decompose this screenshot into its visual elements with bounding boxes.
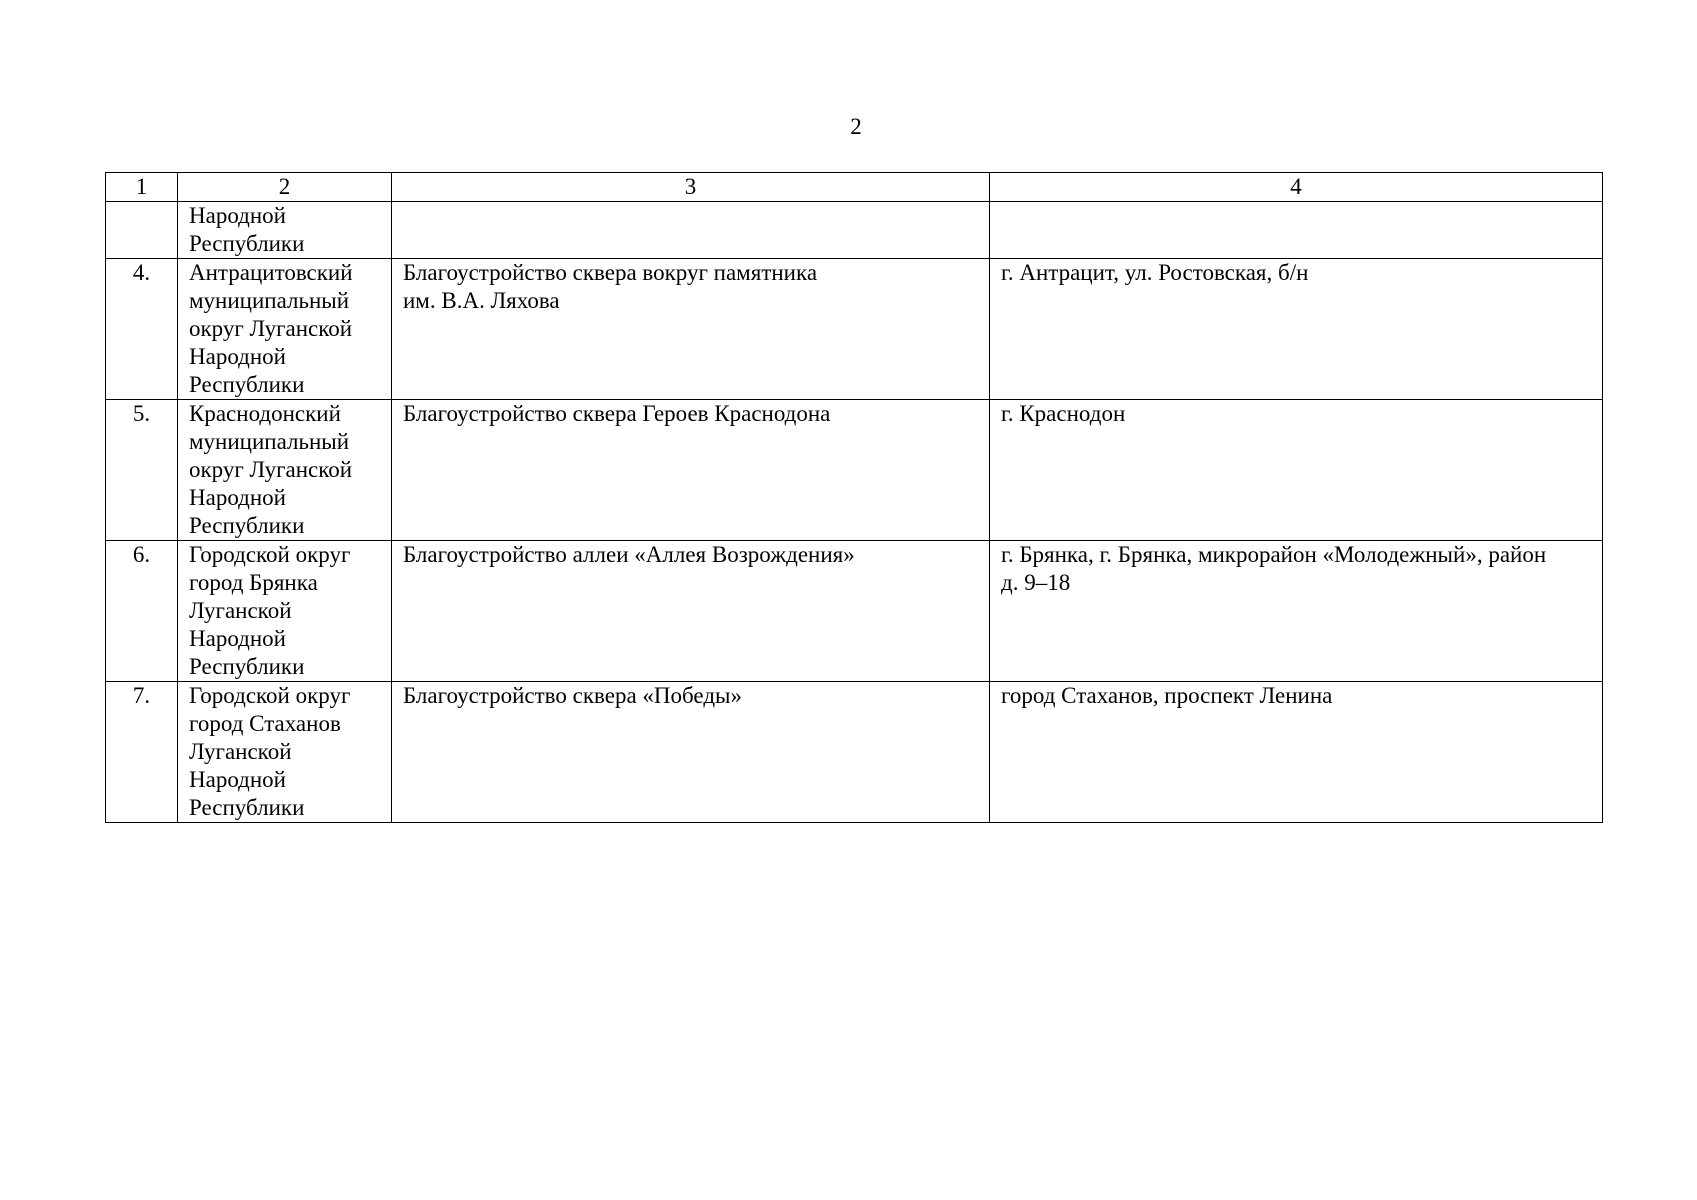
municipality-line: муниципальный bbox=[189, 429, 350, 454]
address-line: г. Антрацит, ул. Ростовская, б/н bbox=[1001, 260, 1309, 285]
row-number-cell: 5. bbox=[106, 400, 178, 541]
municipality-line: Республики bbox=[189, 372, 305, 397]
address-line: д. 9–18 bbox=[1001, 570, 1071, 595]
municipality-line: Народной bbox=[189, 203, 286, 228]
municipality-line: город Стаханов bbox=[189, 711, 341, 736]
municipality-line: Народной bbox=[189, 626, 286, 651]
municipality-line: округ Луганской bbox=[189, 316, 353, 341]
row-number-cell: 7. bbox=[106, 682, 178, 823]
address-cell bbox=[990, 682, 1603, 823]
table-row bbox=[106, 541, 1603, 682]
column-number-2: 2 bbox=[178, 173, 392, 202]
municipality-cell bbox=[178, 682, 392, 823]
address-line: город Стаханов, проспект Ленина bbox=[1001, 683, 1333, 708]
address-cell bbox=[990, 259, 1603, 400]
row-number-cell: 4. bbox=[106, 259, 178, 400]
project-cell bbox=[392, 202, 990, 259]
municipality-line: город Брянка bbox=[189, 570, 318, 595]
project-line: Благоустройство аллеи «Аллея Возрождения» bbox=[403, 542, 855, 567]
municipality-line: Народной bbox=[189, 344, 286, 369]
municipality-line: округ Луганской bbox=[189, 457, 353, 482]
municipality-line: Народной bbox=[189, 485, 286, 510]
column-number-3: 3 bbox=[392, 173, 990, 202]
table-row-continuation bbox=[106, 202, 1603, 259]
project-line: Благоустройство сквера вокруг памятника bbox=[403, 260, 818, 285]
municipality-line: Республики bbox=[189, 231, 305, 256]
municipality-line: Народной bbox=[189, 767, 286, 792]
objects-table bbox=[105, 172, 1603, 823]
municipality-line: Краснодонский bbox=[189, 401, 341, 426]
project-line: им. В.А. Ляхова bbox=[403, 288, 560, 313]
table-row bbox=[106, 259, 1603, 400]
column-number-1: 1 bbox=[106, 173, 178, 202]
address-line: г. Брянка, г. Брянка, микрорайон «Молодежный», район bbox=[1001, 542, 1547, 567]
municipality-cell bbox=[178, 400, 392, 541]
table-row bbox=[106, 682, 1603, 823]
municipality-line: Луганской bbox=[189, 598, 292, 623]
project-line: Благоустройство сквера «Победы» bbox=[403, 683, 742, 708]
project-cell bbox=[392, 259, 990, 400]
municipality-line: Городской округ bbox=[189, 542, 351, 567]
address-cell bbox=[990, 400, 1603, 541]
column-number-4: 4 bbox=[990, 173, 1603, 202]
municipality-line: Республики bbox=[189, 513, 305, 538]
municipality-line: Луганской bbox=[189, 739, 292, 764]
address-cell bbox=[990, 202, 1603, 259]
municipality-cell bbox=[178, 202, 392, 259]
municipality-cell bbox=[178, 259, 392, 400]
row-number-cell bbox=[106, 202, 178, 259]
project-line: Благоустройство сквера Героев Краснодона bbox=[403, 401, 831, 426]
address-line: г. Краснодон bbox=[1001, 401, 1126, 426]
municipality-cell bbox=[178, 541, 392, 682]
project-cell bbox=[392, 682, 990, 823]
municipality-line: Антрацитовский bbox=[189, 260, 353, 285]
page-number: 2 bbox=[850, 114, 862, 139]
project-cell bbox=[392, 541, 990, 682]
municipality-line: Республики bbox=[189, 654, 305, 679]
row-number-cell: 6. bbox=[106, 541, 178, 682]
municipality-line: Городской округ bbox=[189, 683, 351, 708]
table-header-row bbox=[106, 173, 1603, 202]
table-row bbox=[106, 400, 1603, 541]
project-cell bbox=[392, 400, 990, 541]
municipality-line: Республики bbox=[189, 795, 305, 820]
municipality-line: муниципальный bbox=[189, 288, 350, 313]
address-cell bbox=[990, 541, 1603, 682]
